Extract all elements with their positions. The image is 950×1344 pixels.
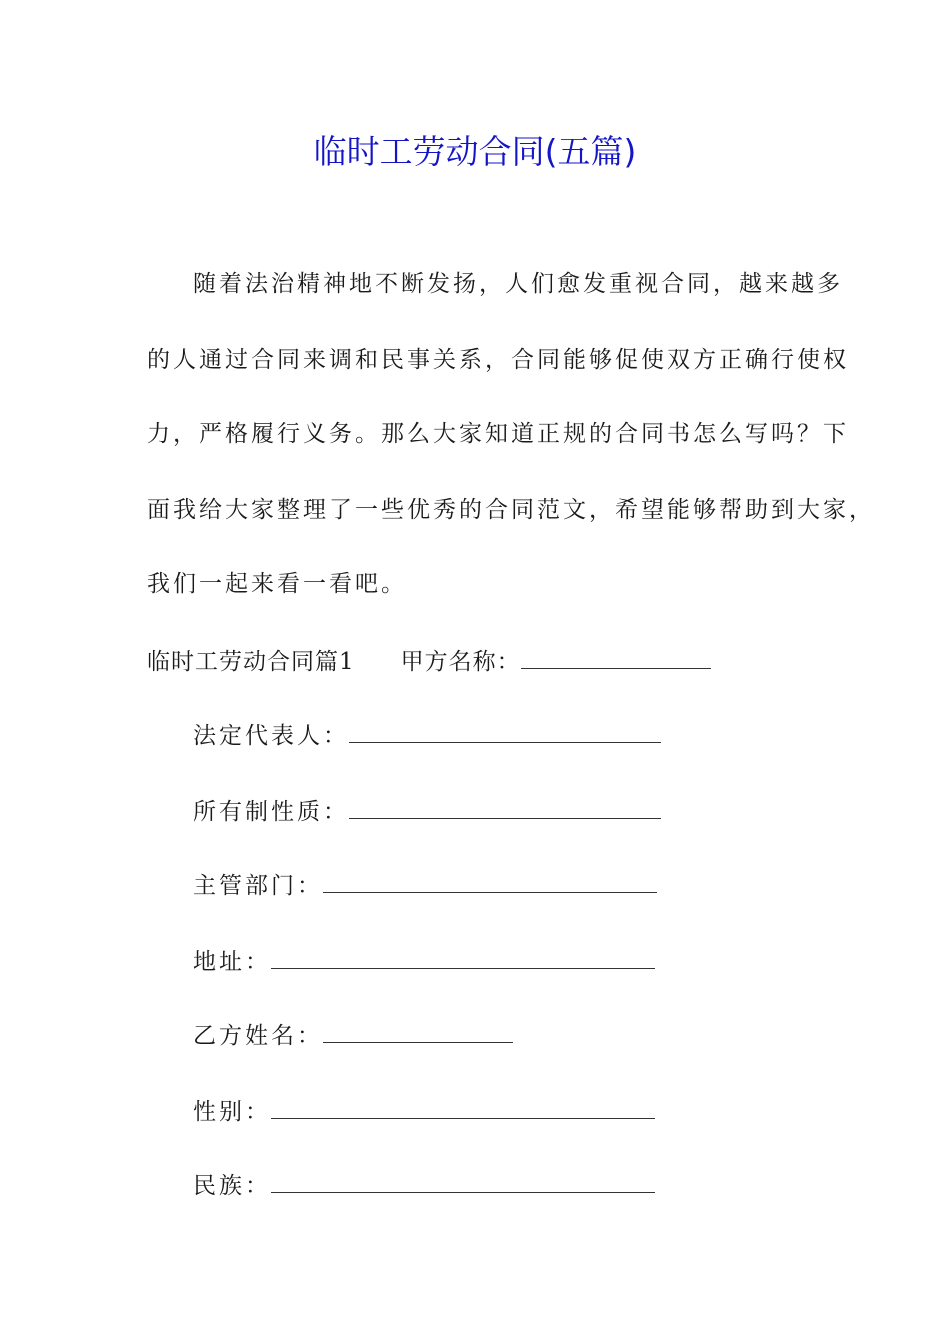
field-label: 性别： [193, 1099, 271, 1125]
field-ownership-type [193, 794, 661, 826]
section-1-heading-row [147, 644, 847, 676]
field-supervising-department [193, 868, 657, 900]
section-heading: 临时工劳动合同篇1 [147, 649, 355, 675]
field-address [193, 944, 655, 976]
field-label: 法定代表人： [193, 723, 349, 749]
field-ethnicity [193, 1168, 655, 1200]
field-blank[interactable] [349, 794, 661, 819]
field-legal-representative [193, 718, 661, 750]
field-blank[interactable] [271, 944, 655, 969]
field-label: 民族： [193, 1173, 271, 1199]
intro-line-3: 力，严格履行义务。那么大家知道正规的合同书怎么写吗？下 [147, 421, 849, 447]
party-a-name-blank[interactable] [521, 644, 711, 669]
intro-line-5: 我们一起来看一看吧。 [147, 571, 407, 597]
document-title: 临时工劳动合同(五篇) [313, 132, 637, 171]
party-a-name-label: 甲方名称： [400, 649, 521, 675]
field-blank[interactable] [323, 868, 657, 893]
field-blank[interactable] [271, 1094, 655, 1119]
intro-line-4: 面我给大家整理了一些优秀的合同范文，希望能够帮助到大家， [147, 497, 875, 523]
field-label: 主管部门： [193, 873, 323, 899]
field-label: 乙方姓名： [193, 1023, 323, 1049]
intro-line-1: 随着法治精神地不断发扬，人们愈发重视合同，越来越多 [193, 271, 843, 297]
field-blank[interactable] [349, 718, 661, 743]
field-label: 所有制性质： [193, 799, 349, 825]
field-blank[interactable] [323, 1018, 513, 1043]
field-party-b-name [193, 1018, 513, 1050]
intro-line-2: 的人通过合同来调和民事关系，合同能够促使双方正确行使权 [147, 347, 849, 373]
field-blank[interactable] [271, 1168, 655, 1193]
field-gender [193, 1094, 655, 1126]
field-label: 地址： [193, 949, 271, 975]
